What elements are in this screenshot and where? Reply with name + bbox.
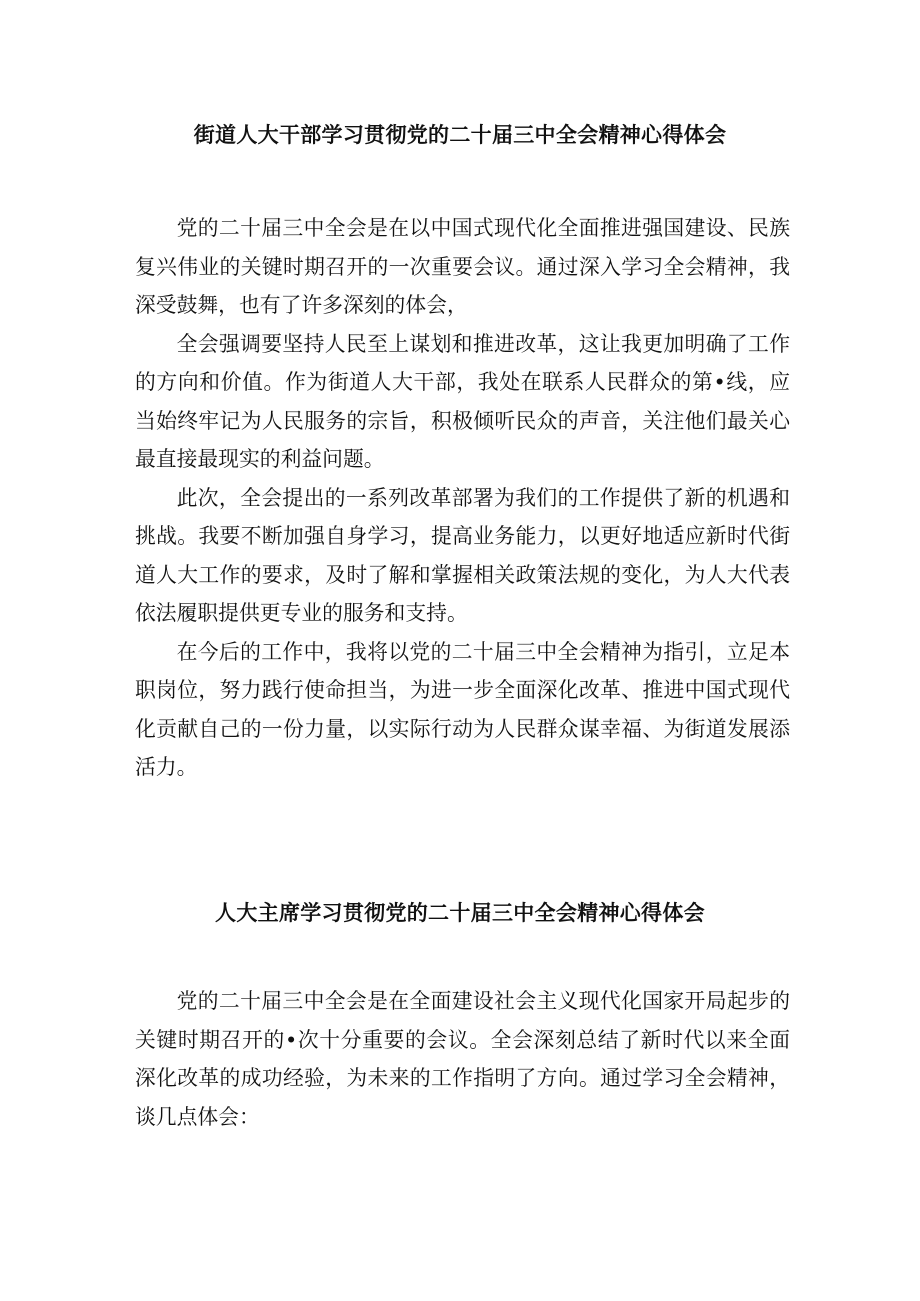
article-title-street-cadre: 街道人大干部学习贯彻党的二十届三中全会精神心得体会 xyxy=(193,122,727,147)
paragraph: 党的二十届三中全会是在以中国式现代化全面推进强国建设、民族复兴伟业的关键时期召开的一次重要会议。通过深入学习全会精神，我深受鼓舞，也有了许多深刻的体会， xyxy=(135,216,790,317)
article-title-npc-chairman: 人大主席学习贯彻党的二十届三中全会精神心得体会 xyxy=(215,900,705,925)
paragraph: 在今后的工作中，我将以党的二十届三中全会精神为指引，立足本职岗位，努力践行使命担当，为进一步全面深化改革、推进中国式现代化贡献自己的一份力量，以实际行动为人民群众谋幸福、为街道发展添活力。 xyxy=(135,639,790,779)
paragraph: 此次，全会提出的一系列改革部署为我们的工作提供了新的机遇和挑战。我要不断加强自身学习，提高业务能力，以更好地适应新时代街道人大工作的要求，及时了解和掌握相关政策法规的变化，为人大代表依法履职提供更专业的服务和支持。 xyxy=(135,485,790,625)
paragraph: 党的二十届三中全会是在全面建设社会主义现代化国家开局起步的关键时期召开的•次十分重要的会议。全会深刻总结了新时代以来全面深化改革的成功经验，为未来的工作指明了方向。通过学习全会精神，谈几点体会： xyxy=(135,989,790,1129)
article-body-street-cadre xyxy=(135,209,790,787)
paragraph: 全会强调要坚持人民至上谋划和推进改革，这让我更加明确了工作的方向和价值。作为街道人大干部，我处在联系人民群众的第•线，应当始终牢记为人民服务的宗旨，积极倾听民众的声音，关注他们最关心最直接最现实的利益问题。 xyxy=(135,331,790,471)
article-body-npc-chairman xyxy=(135,982,790,1136)
